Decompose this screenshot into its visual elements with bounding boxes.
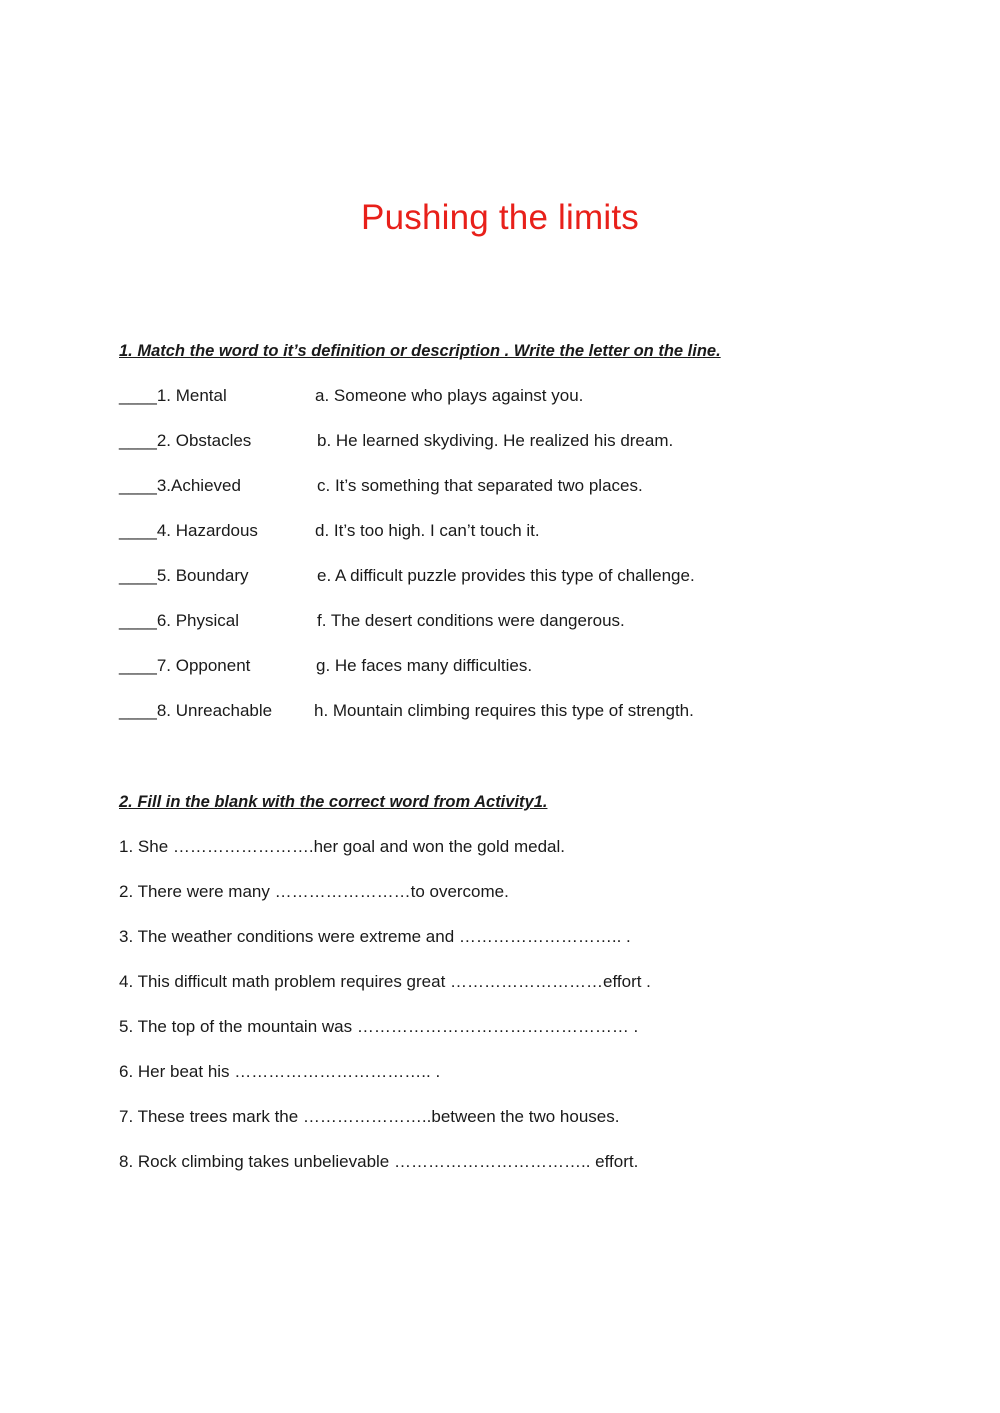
fill-in-sentence: 1. She …………………….her goal and won the gold medal. bbox=[119, 837, 565, 856]
page-title: Pushing the limits bbox=[361, 198, 639, 237]
fill-in-list bbox=[119, 836, 879, 1196]
fill-in-sentence: 7. These trees mark the …………………..between the two houses. bbox=[119, 1107, 620, 1126]
activity2-heading: 2. Fill in the blank with the correct word from Activity1. bbox=[119, 793, 548, 811]
match-word: ____6. Physical bbox=[119, 611, 240, 630]
match-word: ____7. Opponent bbox=[119, 656, 251, 675]
fill-in-sentence: 8. Rock climbing takes unbelievable …………………………….. effort. bbox=[119, 1152, 639, 1171]
match-word: ____8. Unreachable bbox=[119, 701, 273, 720]
match-word: ____2. Obstacles bbox=[119, 431, 252, 450]
match-row bbox=[119, 700, 879, 745]
match-word: ____1. Mental bbox=[119, 386, 227, 405]
fill-in-sentence: 3. The weather conditions were extreme and ……………………….. . bbox=[119, 927, 631, 946]
fill-in-sentence: 5. The top of the mountain was ………………………………………… . bbox=[119, 1017, 639, 1036]
fill-in-sentence: 2. There were many ……………………to overcome. bbox=[119, 882, 509, 901]
fill-in-sentence: 6. Her beat his …………………………….. . bbox=[119, 1062, 441, 1081]
match-row bbox=[119, 520, 879, 565]
match-word: ____3.Achieved bbox=[119, 476, 241, 495]
match-definition: f. The desert conditions were dangerous. bbox=[317, 611, 625, 630]
match-word: ____5. Boundary bbox=[119, 566, 249, 585]
match-row bbox=[119, 385, 879, 430]
match-definition: g. He faces many difficulties. bbox=[316, 656, 533, 675]
match-row bbox=[119, 610, 879, 655]
match-list bbox=[119, 385, 879, 745]
fill-in-sentence: 4. This difficult math problem requires great ………………………effort . bbox=[119, 972, 651, 991]
match-definition: a. Someone who plays against you. bbox=[315, 386, 584, 405]
match-definition: b. He learned skydiving. He realized his dream. bbox=[317, 431, 674, 450]
match-row bbox=[119, 655, 879, 700]
match-definition: e. A difficult puzzle provides this type of challenge. bbox=[317, 566, 695, 585]
match-row bbox=[119, 565, 879, 610]
activity1-heading: 1. Match the word to it’s definition or description . Write the letter on the line. bbox=[119, 342, 721, 360]
match-word: ____4. Hazardous bbox=[119, 521, 258, 540]
match-definition: h. Mountain climbing requires this type of strength. bbox=[314, 701, 694, 720]
match-row bbox=[119, 430, 879, 475]
match-definition: d. It’s too high. I can’t touch it. bbox=[315, 521, 540, 540]
match-definition: c. It’s something that separated two places. bbox=[317, 476, 643, 495]
match-row bbox=[119, 475, 879, 520]
